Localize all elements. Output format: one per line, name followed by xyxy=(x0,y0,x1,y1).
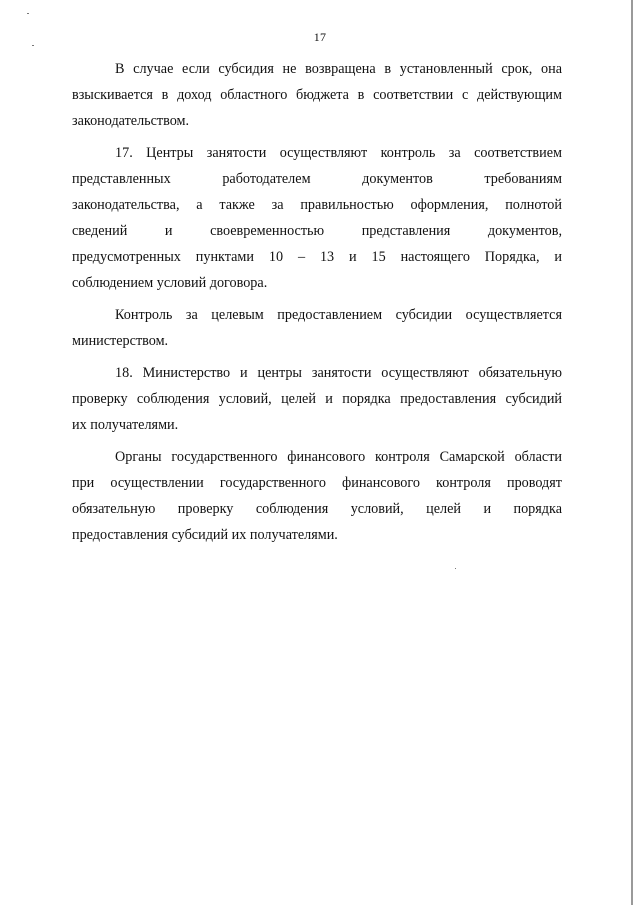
text-line: законодательства, а также за правильностью оформления, полнотой xyxy=(72,197,562,213)
text-line: при осуществлении государственного финансового контроля проводят xyxy=(72,475,562,491)
paragraph-1 xyxy=(72,56,562,134)
text-line: 17. Центры занятости осуществляют контроль за соответствием xyxy=(115,145,562,161)
text-line: Органы государственного финансового контроля Самарской области xyxy=(115,449,562,465)
text-line: их получателями. xyxy=(72,417,179,433)
text-line: предоставления субсидий их получателями. xyxy=(72,527,338,543)
text-line: обязательную проверку соблюдения условий, целей и порядка xyxy=(72,501,562,517)
text-line: сведений и своевременностью представления документов, xyxy=(72,223,562,239)
text-line: предусмотренных пунктами 10 – 13 и 15 настоящего Порядка, и xyxy=(72,249,562,265)
paragraph-5 xyxy=(72,444,562,548)
scan-speck xyxy=(27,13,29,14)
scan-speck xyxy=(455,568,456,569)
text-line: взыскивается в доход областного бюджета в соответствии с действующим xyxy=(72,87,562,103)
text-line: проверку соблюдения условий, целей и порядка предоставления субсидий xyxy=(72,391,562,407)
text-line: В случае если субсидия не возвращена в установленный срок, она xyxy=(115,61,562,77)
text-line: министерством. xyxy=(72,333,169,349)
document-body xyxy=(72,56,562,548)
paragraph-4 xyxy=(72,360,562,438)
page-number: 17 xyxy=(313,30,327,44)
text-line: представленных работодателем документов требованиям xyxy=(72,171,562,187)
text-line: законодательством. xyxy=(72,113,190,129)
text-line: соблюдением условий договора. xyxy=(72,275,268,291)
paragraph-2 xyxy=(72,140,562,296)
text-line: 18. Министерство и центры занятости осуществляют обязательную xyxy=(115,365,562,381)
paragraph-3 xyxy=(72,302,562,354)
text-line: Контроль за целевым предоставлением субсидии осуществляется xyxy=(115,307,562,323)
scan-speck xyxy=(32,45,34,46)
